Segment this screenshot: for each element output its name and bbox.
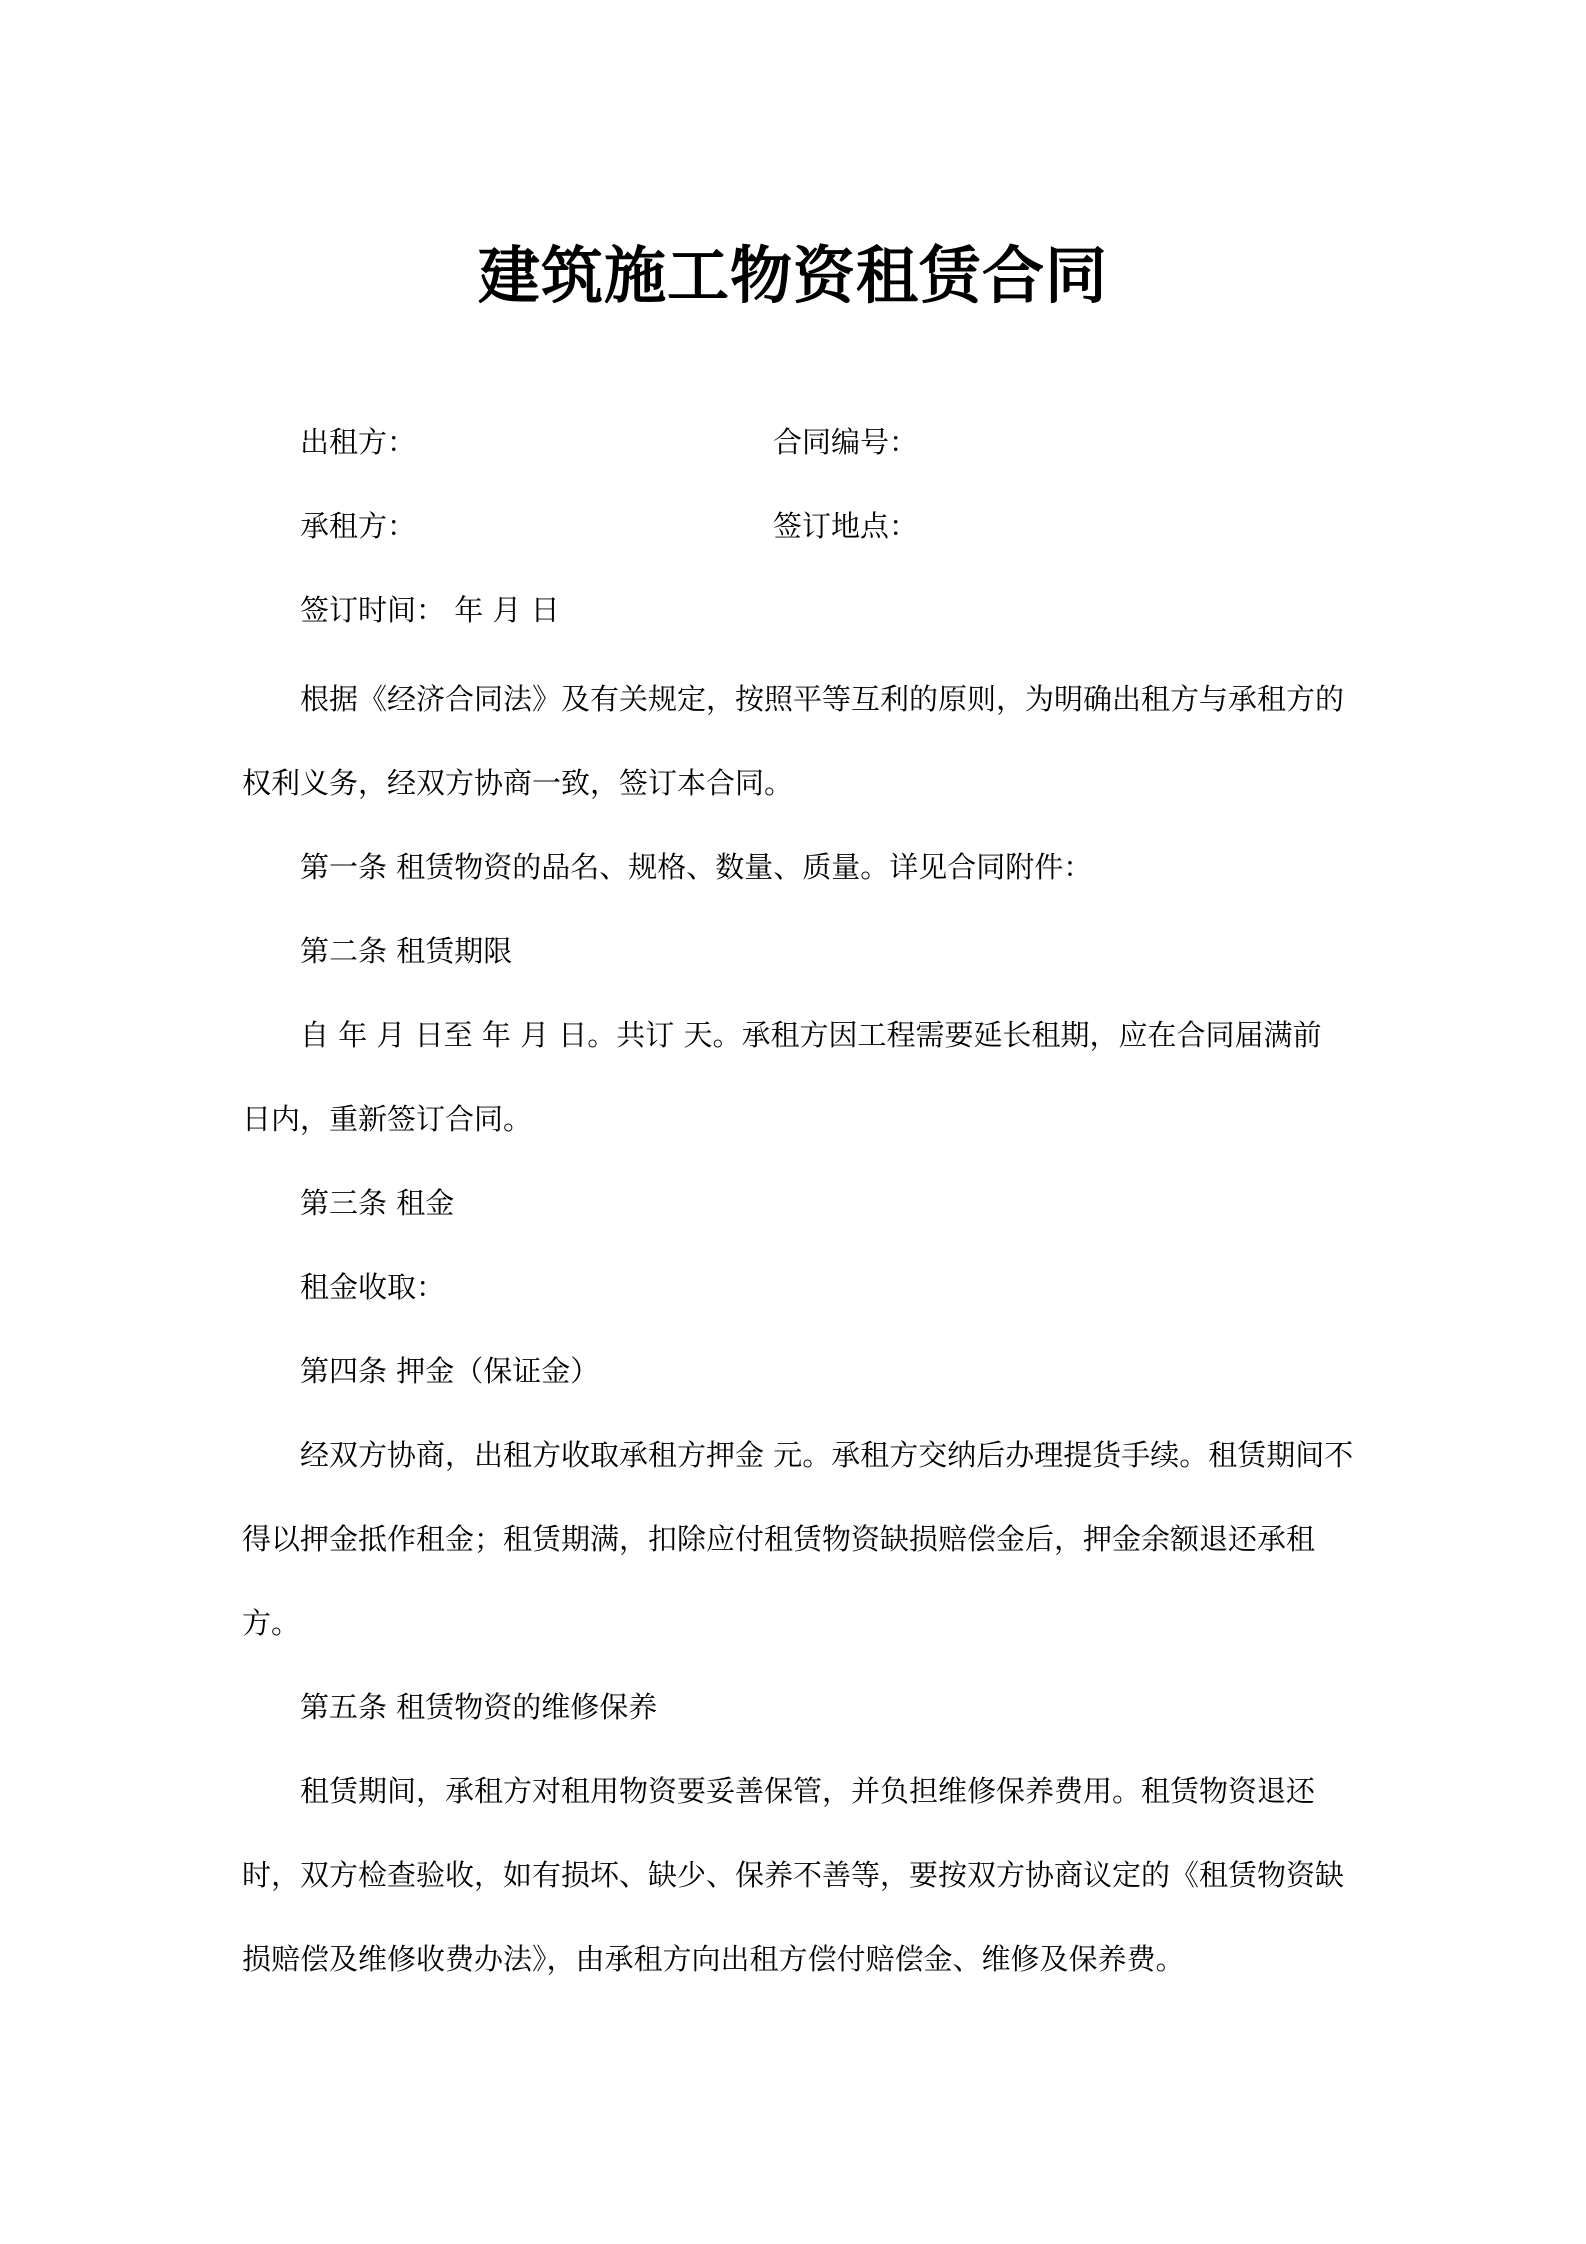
preamble-paragraph: 根据《经济合同法》及有关规定，按照平等互利的原则，为明确出租方与承租方的权利义务，经双方协商一致，签订本合同。 (242, 682, 1345, 800)
contract-number-field: 合同编号： (773, 425, 919, 459)
contract-body (242, 657, 1357, 2001)
article-5-heading: 第五条 租赁物资的维修保养 (300, 1690, 658, 1724)
lessor-field: 出租方： (300, 425, 417, 459)
article-1-heading: 第一条 租赁物资的品名、规格、数量、质量。详见合同附件： (300, 850, 1093, 884)
rent-collection-line: 租金收取： (300, 1270, 446, 1304)
article-4-heading: 第四条 押金（保证金） (300, 1354, 600, 1388)
lessee-field: 承租方： (300, 509, 417, 543)
signing-place-field: 签订地点： (773, 509, 919, 543)
signing-time-field: 签订时间： 年 月 日 (300, 593, 560, 627)
article-2-paragraph: 自 年 月 日至 年 月 日。共订 天。承租方因工程需要延长租期，应在合同届满前 日内，重新签订合同。 (242, 1018, 1322, 1136)
article-5-paragraph: 租赁期间，承租方对租用物资要妥善保管，并负担维修保养费用。租赁物资退还时，双方检查验收，如有损坏、缺少、保养不善等，要按双方协商议定的《租赁物资缺损赔偿及维修收费办法》，由承租方向出租方偿付赔偿金、维修及保养费。 (242, 1774, 1345, 1976)
article-3-heading: 第三条 租金 (300, 1186, 455, 1220)
article-4-paragraph: 经双方协商，出租方收取承租方押金 元。承租方交纳后办理提货手续。租赁期间不得以押金抵作租金；租赁期满，扣除应付租赁物资缺损赔偿金后，押金余额退还承租方。 (242, 1438, 1354, 1640)
document-title: 建筑施工物资租赁合同 (477, 239, 1108, 312)
article-2-heading: 第二条 租赁期限 (300, 934, 513, 968)
